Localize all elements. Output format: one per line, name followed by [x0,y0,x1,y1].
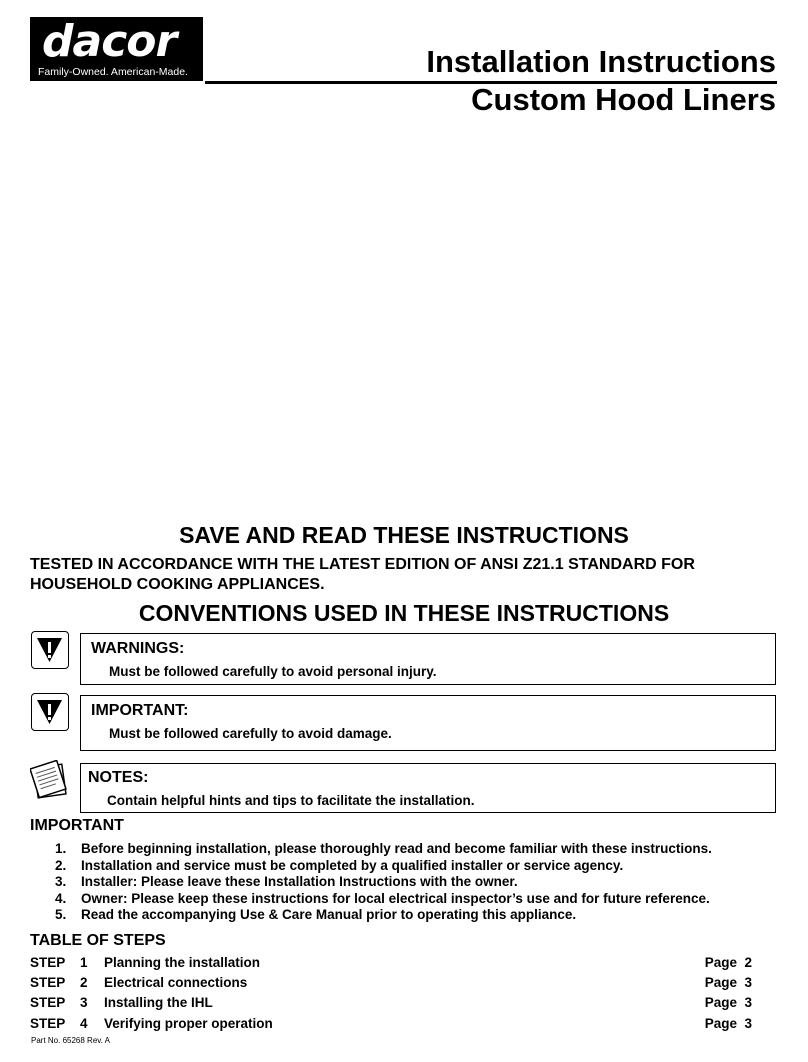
logo-tagline: Family-Owned. American-Made. [38,66,188,78]
logo-wordmark: dacor [42,16,177,67]
important-title: IMPORTANT: [91,702,189,719]
step-row: STEP 3 Installing the IHL Page 3 [30,995,752,1010]
conventions-heading: CONVENTIONS USED IN THESE INSTRUCTIONS [138,600,670,626]
table-of-steps-heading: TABLE OF STEPS [30,932,166,949]
list-item: 2. Installation and service must be completed by a qualified installer or service agency. [55,857,624,873]
doc-title: Installation Instructions [426,44,776,79]
important-text: Must be followed carefully to avoid damage. [109,726,392,741]
list-item: 5. Read the accompanying Use & Care Manual prior to operating this appliance. [55,907,577,922]
list-item: 3. Installer: Please leave these Installation Instructions with the owner. [55,874,518,889]
important-box [80,695,776,751]
warnings-box [80,633,776,685]
doc-subtitle: Custom Hood Liners [471,82,776,117]
list-item: 1. Before beginning installation, please thoroughly read and become familiar with these instructions. [55,841,712,856]
important-heading: IMPORTANT [30,817,124,834]
notes-title: NOTES: [88,769,149,786]
step-row: STEP 1 Planning the installation Page 2 [30,955,752,970]
notes-icon [30,760,70,800]
warnings-text: Must be followed carefully to avoid personal injury. [109,664,437,679]
brand-logo [30,17,203,81]
step-row: STEP 4 Verifying proper operation Page 3 [30,1016,752,1031]
notes-box [80,763,776,813]
part-number: Part No. 65268 Rev. A [31,1036,111,1045]
warnings-title: WARNINGS: [91,640,185,657]
warning-icon [31,693,69,731]
warning-icon [31,631,69,669]
notes-text: Contain helpful hints and tips to facilitate the installation. [107,793,475,808]
tested-statement: TESTED IN ACCORDANCE WITH THE LATEST EDITION OF ANSI Z21.1 STANDARD FOR HOUSEHOLD COOKING APPLIANCES. [30,556,695,593]
save-heading: SAVE AND READ THESE INSTRUCTIONS [179,522,629,548]
step-row: STEP 2 Electrical connections Page 3 [30,975,752,990]
important-list [55,841,795,924]
list-item: 4. Owner: Please keep these instructions for local electrical inspector’s use and for future reference. [55,890,710,906]
